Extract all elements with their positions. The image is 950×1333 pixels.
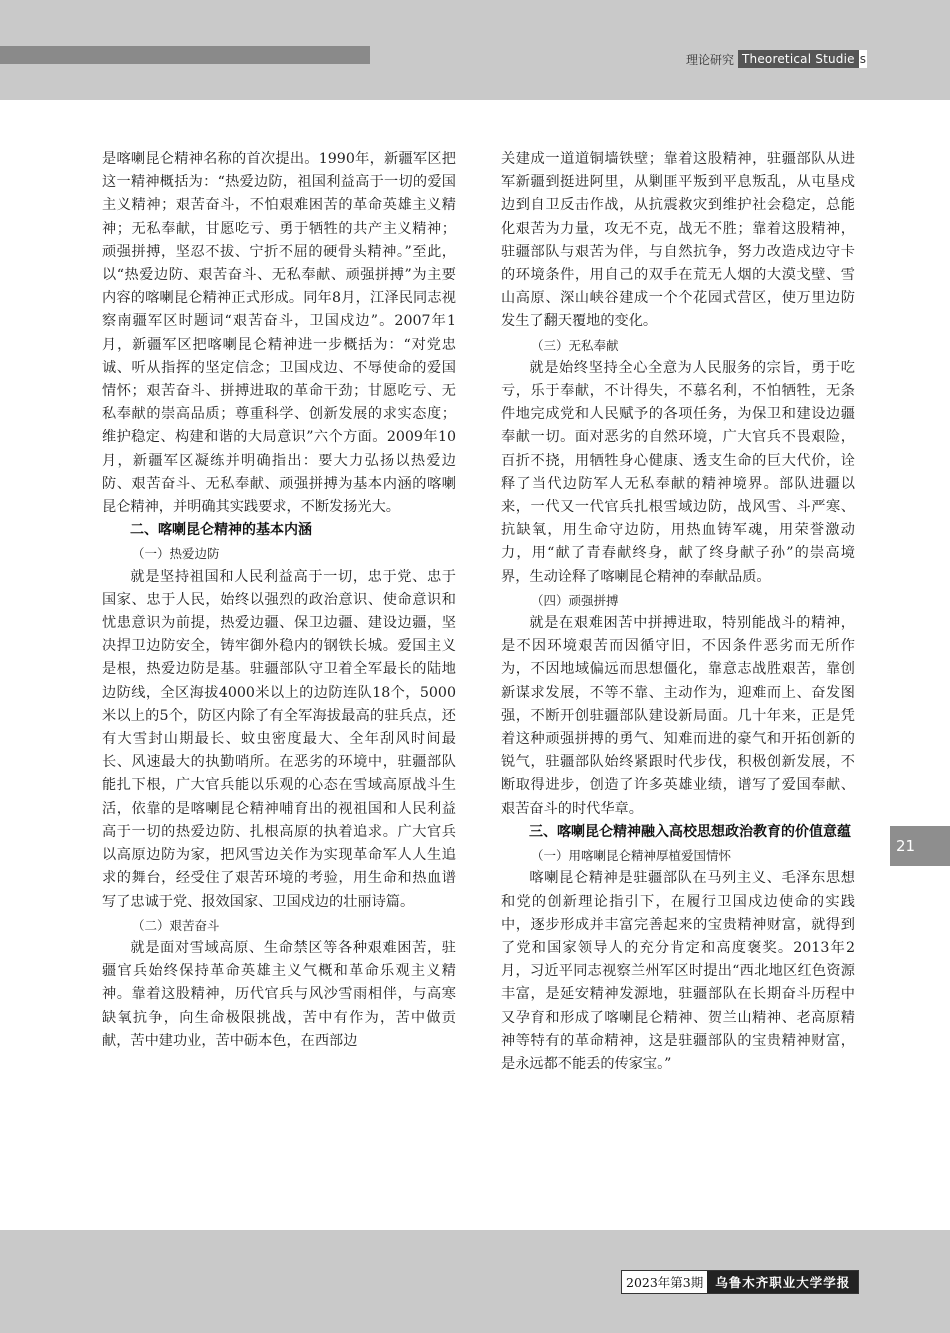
journal-name: 乌鲁木齐职业大学学报 — [707, 1271, 858, 1293]
paragraph: 就是在艰难困苦中拼搏进取，特别能战斗的精神，是不因环境艰苦而因循守旧，不因条件恶劣而无所作为，不因地域偏远而思想僵化，靠意志战胜艰苦，靠创新谋求发展，不等不靠、主动作为，迎难而上、奋发图强，不断开创驻疆部队建设新局面。几十年来，正是凭着这种顽强拼搏的勇气、知难而进的豪气和开拓创新的锐气，驻疆部队始终紧跟时代步伐，积极创新发展，不断取得进步，创造了许多英雄业绩，谱写了爱国奉献、艰苦奋斗的时代华章。 — [501, 615, 855, 817]
subsection-heading: （一）热爱边防 — [132, 546, 220, 562]
paragraph: 就是面对雪域高原、生命禁区等各种艰难困苦，驻疆官兵始终保持革命英雄主义气概和革命乐观主义精神。靠着这股精神，历代官兵与风沙雪雨相伴，与高寒缺氧抗争，向生命极限挑战，苦中有作为，苦中做贡献，苦中建功业，苦中砺本色，在西部边 — [102, 939, 456, 1049]
page-number-tab — [890, 826, 950, 866]
section-label — [686, 49, 867, 69]
section-heading: 二、喀喇昆仑精神的基本内涵 — [130, 522, 312, 539]
paragraph: 就是始终坚持全心全意为人民服务的宗旨，勇于吃亏，乐于奉献，不计得失，不慕名利，不怕牺牲，无条件地完成党和人民赋予的各项任务，为保卫和建设边疆奉献一切。面对恶劣的自然环境，广大官兵不畏艰险，百折不挠，用牺牲身心健康、透支生命的巨大代价，诠释了当代边防军人无私奉献的精神境界。部队进疆以来，一代又一代官兵扎根雪域边防，战风雪、斗严寒、抗缺氧，用生命守边防，用热血铸军魂，用荣誉激动力，用“献了青春献终身，献了终身献子孙”的崇高境界，生动诠释了喀喇昆仑精神的奉献品质。 — [501, 359, 855, 585]
paragraph: 关建成一道道铜墙铁壁；靠着这股精神，驻疆部队从进军新疆到挺进阿里，从剿匪平叛到平息叛乱，从屯垦戍边到自卫反击作战，从抗震救灾到维护社会稳定，总能化艰苦为力量，攻无不克，战无不胜；靠着这股精神，驻疆部队与艰苦为伴，与自然抗争，努力改造戍边守卡的环境条件，用自己的双手在荒无人烟的大漠戈壁、雪山高原、深山峡谷建成一个个花园式营区，使万里边防发生了翻天覆地的变化。 — [501, 151, 855, 330]
paragraph: 喀喇昆仑精神是驻疆部队在马列主义、毛泽东思想和党的创新理论指引下，在履行卫国戍边使命的实践中，逐步形成并丰富完善起来的宝贵精神财富，就得到了党和国家领导人的充分肯定和高度褒奖。2013年2月，习近平同志视察兰州军区时提出“西北地区红色资源丰富，是延安精神发源地，驻疆部队在长期奋斗历程中又孕育和形成了喀喇昆仑精神、贺兰山精神、老高原精神等特有的革命精神，这是驻疆部队的宝贵精神财富，是永远都不能丢的传家宝。” — [501, 870, 855, 1072]
section-label-en: Theoretical Studie — [738, 50, 859, 68]
section-label-en-tail: s — [859, 52, 866, 66]
subsection-heading: （三）无私奉献 — [531, 337, 619, 353]
paragraph: 就是坚持祖国和人民利益高于一切，忠于党、忠于国家、忠于人民，始终以强烈的政治意识、使命意识和忧患意识为前提，热爱边疆、保卫边疆、建设边疆，坚决捍卫边防安全，铸牢御外稳内的钢铁长城。爱国主义是根，热爱边防是基。驻疆部队守卫着全军最长的陆地边防线，全区海拔4000米以上的边防连队18个，5000米以上的5个，防区内除了有全军海拔最高的驻兵点，还有大雪封山期最长、蚊虫密度最大、全年刮风时间最长、风速最大的执勤哨所。在恶劣的环境中，驻疆部队能扎下根，广大官兵能以乐观的心态在雪域高原战斗生活，依靠的是喀喇昆仑精神哺育出的视祖国和人民利益高于一切的热爱边防、扎根高原的执着追求。广大官兵以高原边防为家，把风雪边关作为实现革命军人人生追求的舞台，经受住了艰苦环境的考验，用生命和热血谱写了忠诚于党、报效国家、卫国戍边的壮丽诗篇。 — [102, 568, 456, 910]
section-heading: 三、喀喇昆仑精神融入高校思想政治教育的价值意蕴 — [529, 823, 851, 840]
left-column — [102, 148, 456, 1053]
subsection-heading: （二）艰苦奋斗 — [132, 917, 220, 933]
footer-label — [621, 1270, 859, 1294]
subsection-heading: （四）顽强拼搏 — [531, 592, 619, 608]
page-number: 21 — [896, 837, 916, 855]
paragraph: 是喀喇昆仑精神名称的首次提出。1990年，新疆军区把这一精神概括为：“热爱边防，祖国利益高于一切的爱国主义精神；艰苦奋斗，不怕艰难困苦的革命英雄主义精神；无私奉献，甘愿吃亏、勇于牺牲的共产主义精神；顽强拼搏，坚忍不拔、宁折不屈的硬骨头精神。”至此，以“热爱边防、艰苦奋斗、无私奉献、顽强拼搏”为主要内容的喀喇昆仑精神正式形成。同年8月，江泽民同志视察南疆军区时题词“艰苦奋斗，卫国戍边”。2007年1月，新疆军区把喀喇昆仑精神进一步概括为：“对党忠诚、听从指挥的坚定信念；卫国戍边、不辱使命的爱国情怀；艰苦奋斗、拼搏进取的革命干劲；甘愿吃亏、无私奉献的崇高品质；尊重科学、创新发展的求实态度；维护稳定、构建和谐的大局意识”六个方面。2009年10月，新疆军区凝练并明确指出：要大力弘扬以热爱边防、艰苦奋斗、无私奉献、顽强拼搏为基本内涵的喀喇昆仑精神，并明确其实践要求，不断发扬光大。 — [102, 151, 456, 516]
section-label-cn: 理论研究 — [686, 52, 735, 67]
subsection-heading: （一）用喀喇昆仑精神厚植爱国情怀 — [531, 848, 732, 864]
issue-label: 2023年第3期 — [622, 1271, 707, 1293]
header-accent-bar — [0, 46, 370, 64]
right-column — [501, 148, 855, 1076]
